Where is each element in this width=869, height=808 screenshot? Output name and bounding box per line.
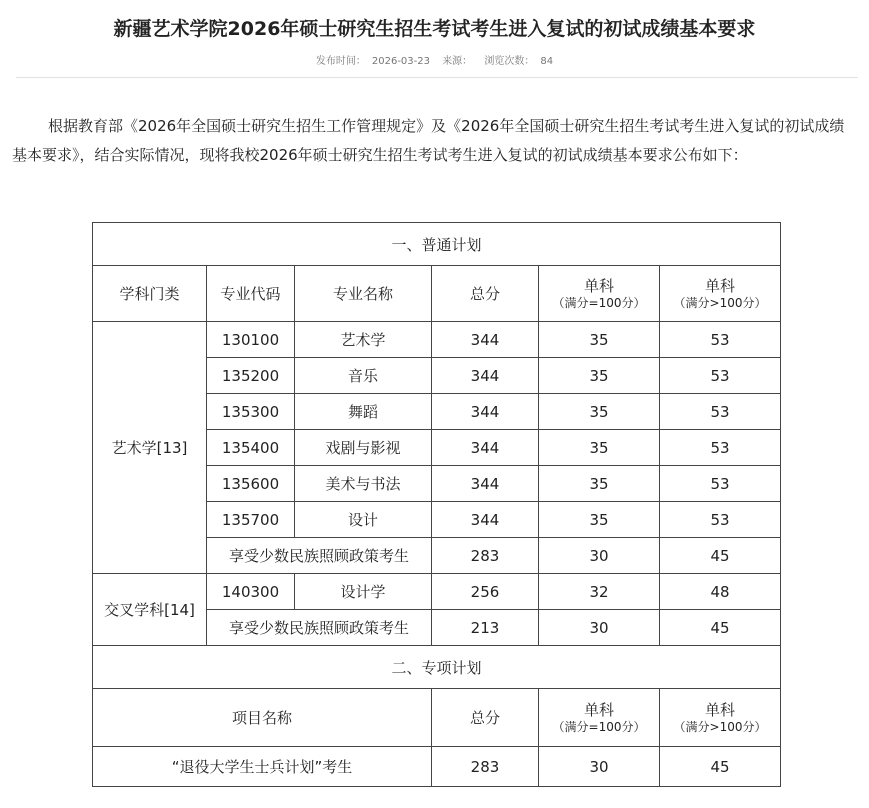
single2-cell: 53 (660, 502, 781, 538)
col-header-project: 项目名称 (93, 689, 432, 747)
col-header-single1: 单科 （满分=100分） (539, 266, 660, 322)
name-cell: 美术与书法 (295, 466, 432, 502)
col-header-code: 专业代码 (207, 266, 295, 322)
name-cell: 设计学 (295, 574, 432, 610)
total-cell: 283 (432, 538, 539, 574)
name-cell: 艺术学 (295, 322, 432, 358)
total-cell: 344 (432, 358, 539, 394)
col-header-total: 总分 (432, 689, 539, 747)
section-header-row (93, 646, 781, 689)
total-cell: 344 (432, 466, 539, 502)
name-cell: 音乐 (295, 358, 432, 394)
minority-label-cell: 享受少数民族照顾政策考生 (207, 610, 432, 646)
total-cell: 344 (432, 430, 539, 466)
special-plan-label-cell: “退役大学生士兵计划”考生 (93, 747, 432, 787)
name-cell: 戏剧与影视 (295, 430, 432, 466)
section1-title: 一、普通计划 (93, 223, 781, 266)
total-cell: 344 (432, 502, 539, 538)
code-cell: 135700 (207, 502, 295, 538)
category-cell-interdisciplinary: 交叉学科[14] (93, 574, 207, 646)
header-row (93, 689, 781, 747)
view-count: 浏览次数： 84 (484, 56, 554, 67)
header-row (93, 266, 781, 322)
single2-cell: 45 (660, 747, 781, 787)
total-cell: 344 (432, 394, 539, 430)
total-cell: 213 (432, 610, 539, 646)
single2-cell: 45 (660, 610, 781, 646)
single1-cell: 32 (539, 574, 660, 610)
article-meta (0, 52, 869, 67)
total-cell: 256 (432, 574, 539, 610)
section2-title: 二、专项计划 (93, 646, 781, 689)
code-cell: 130100 (207, 322, 295, 358)
section-header-row (93, 223, 781, 266)
category-cell-arts: 艺术学[13] (93, 322, 207, 574)
code-cell: 135200 (207, 358, 295, 394)
total-cell: 344 (432, 322, 539, 358)
code-cell: 140300 (207, 574, 295, 610)
name-cell: 舞蹈 (295, 394, 432, 430)
single1-cell: 30 (539, 747, 660, 787)
minority-label-cell: 享受少数民族照顾政策考生 (207, 538, 432, 574)
col-header-total: 总分 (432, 266, 539, 322)
single1-cell: 30 (539, 610, 660, 646)
table-row (93, 574, 781, 610)
col-header-category: 学科门类 (93, 266, 207, 322)
publish-date: 发布时间： 2026-03-23 (315, 56, 430, 67)
col-header-name: 专业名称 (295, 266, 432, 322)
col-header-single1: 单科 （满分=100分） (539, 689, 660, 747)
single1-cell: 35 (539, 466, 660, 502)
single2-cell: 53 (660, 394, 781, 430)
total-cell: 283 (432, 747, 539, 787)
score-requirements-table (92, 222, 781, 787)
code-cell: 135400 (207, 430, 295, 466)
code-cell: 135300 (207, 394, 295, 430)
source: 来源： (442, 56, 473, 67)
single2-cell: 53 (660, 358, 781, 394)
intro-paragraph: 根据教育部《2026年全国硕士研究生招生工作管理规定》及《2026年全国硕士研究生招生考试考生进入复试的初试成绩基本要求》，结合实际情况，现将我校2026年硕士研究生招生考试考生进入复试的初试成绩基本要求公布如下： (12, 117, 845, 164)
single2-cell: 53 (660, 322, 781, 358)
col-header-single2: 单科 （满分>100分） (660, 266, 781, 322)
single2-cell: 53 (660, 430, 781, 466)
single1-cell: 30 (539, 538, 660, 574)
single1-cell: 35 (539, 358, 660, 394)
single2-cell: 53 (660, 466, 781, 502)
single2-cell: 48 (660, 574, 781, 610)
code-cell: 135600 (207, 466, 295, 502)
name-cell: 设计 (295, 502, 432, 538)
table-row (93, 747, 781, 787)
single1-cell: 35 (539, 394, 660, 430)
col-header-single2: 单科 （满分>100分） (660, 689, 781, 747)
page-title: 新疆艺术学院2026年硕士研究生招生考试考生进入复试的初试成绩基本要求 (113, 18, 756, 40)
single1-cell: 35 (539, 322, 660, 358)
table-row (93, 322, 781, 358)
single1-cell: 35 (539, 430, 660, 466)
single1-cell: 35 (539, 502, 660, 538)
title-divider (16, 77, 858, 78)
single2-cell: 45 (660, 538, 781, 574)
